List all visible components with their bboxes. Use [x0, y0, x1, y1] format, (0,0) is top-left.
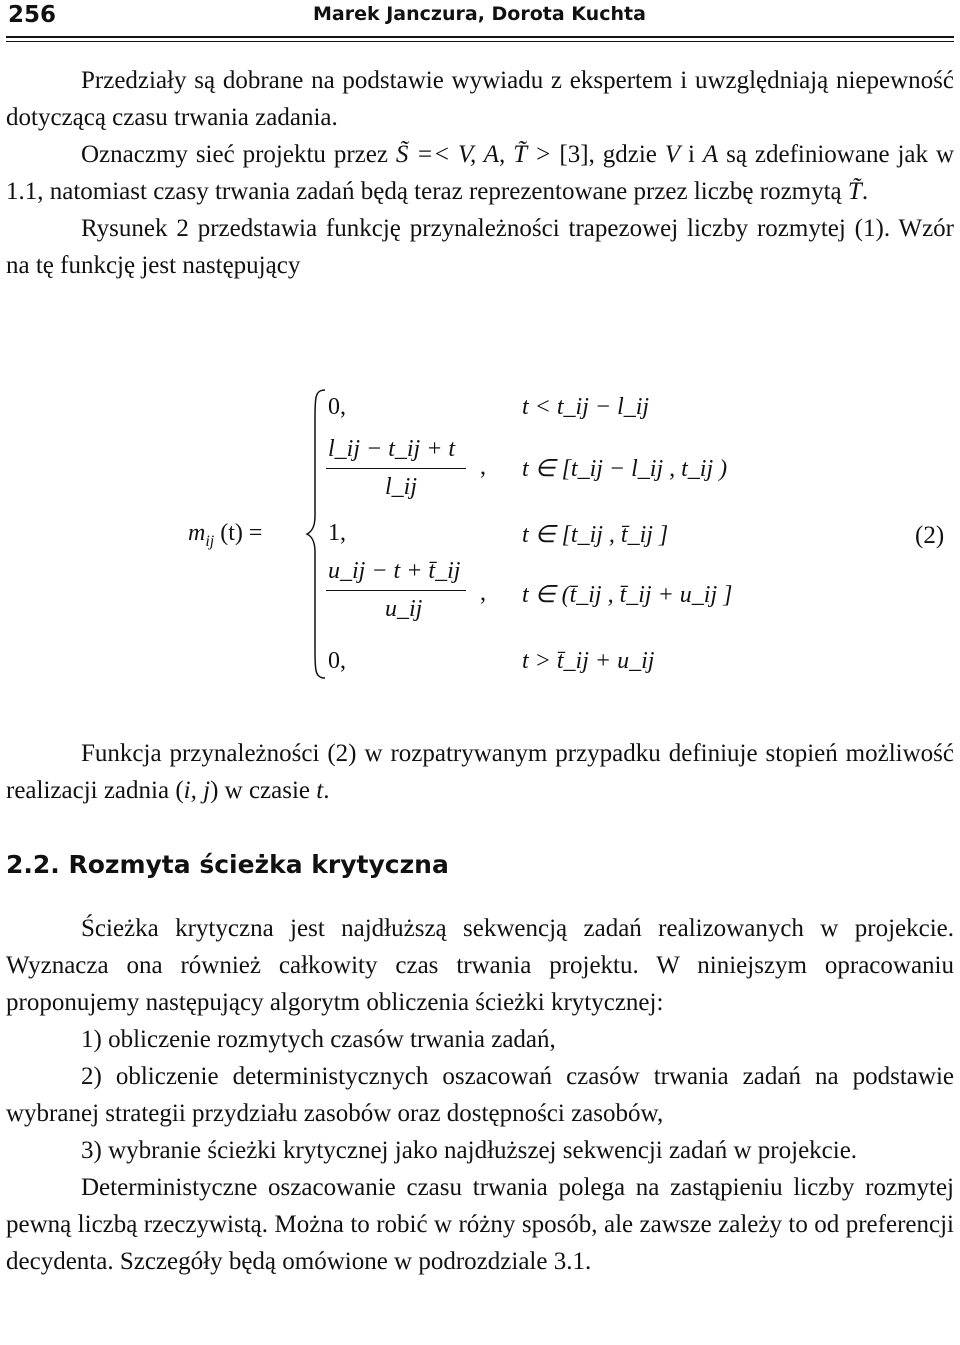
case3-condition: t ∈ [t_ij , t̄_ij ]	[522, 522, 669, 548]
comma: ,	[480, 580, 486, 606]
fraction-bar	[326, 468, 466, 469]
paragraph: Ścieżka krytyczna jest najdłuższą sekwencją zadań realizowanych w projekcie. Wyznacza ona również całkowity czas trwania projektu. W niniejszym opracowaniu proponujemy następujący algorytm obliczenia ścieżki krytycznej:	[6, 915, 954, 1016]
page-number: 256	[8, 2, 57, 28]
post-equation-text	[6, 735, 954, 809]
paragraph: Przedziały są dobrane na podstawie wywiadu z ekspertem i uwzględniają niepewność dotyczącą czasu trwania zadania.	[6, 67, 954, 131]
comma: ,	[480, 454, 486, 480]
equation-lhs: $m_{ij}$ (t) =	[188, 520, 263, 550]
section-heading: 2.2. Rozmyta ścieżka krytyczna	[6, 850, 449, 879]
case4-condition: t ∈ (t̄_ij , t̄_ij + u_ij ]	[522, 582, 733, 608]
case1-condition: t < t_ij − l_ij	[522, 394, 650, 420]
case5-value: 0,	[328, 648, 346, 674]
section-body	[6, 910, 954, 1280]
list-item: 3) wybranie ścieżki krytycznej jako najdłuższej sekwencji zadań w projekcie.	[81, 1137, 858, 1164]
membership-equation	[180, 380, 880, 700]
fraction-bar	[326, 590, 466, 591]
list-item: 1) obliczenie rozmytych czasów trwania zadań,	[81, 1026, 556, 1053]
equation-number: (2)	[915, 522, 945, 549]
header-rule	[6, 36, 954, 38]
network-formula: S̃ =< V, A, T̃ >	[395, 141, 552, 168]
case5-condition: t > t̄_ij + u_ij	[522, 648, 655, 674]
paragraph: Oznaczmy sieć projektu przez S̃ =< V, A, T̃ > [3], gdzie V i A są zdefiniowane jak w 1.1, natomiast czasy trwania zadań będą teraz reprezentowane przez liczbę rozmytą T̃.	[6, 141, 954, 205]
paragraph: Deterministyczne oszacowanie czasu trwania polega na zastąpieniu liczby rozmytej pewną liczbą rzeczywistą. Można to robić w różny sposób, ale zawsze zależy to od preferencji decydenta. Szczegóły będą omówione w podrozdziale 3.1.	[6, 1174, 954, 1275]
paragraph: Rysunek 2 przedstawia funkcję przynależności trapezowej liczby rozmytej (1). Wzór na tę funkcję jest następujący	[6, 215, 954, 279]
case3-value: 1,	[328, 520, 346, 546]
list-item: 2) obliczenie deterministycznych oszacowań czasów trwania zadań na podstawie wybranej strategii przydziału zasobów oraz dostępności zasobów,	[6, 1063, 954, 1127]
case1-value: 0,	[328, 394, 346, 420]
header-rule-thin	[6, 41, 954, 42]
case2-condition: t ∈ [t_ij − l_ij , t_ij )	[522, 456, 728, 482]
running-head-authors: Marek Janczura, Dorota Kuchta	[313, 3, 646, 25]
case2-denominator: l_ij	[385, 474, 418, 500]
intro-text	[6, 62, 954, 284]
case4-numerator: u_ij − t + t̄_ij	[328, 558, 461, 584]
case2-numerator: l_ij − t_ij + t	[328, 436, 456, 462]
page-header	[6, 0, 954, 34]
paragraph: Funkcja przynależności (2) w rozpatrywanym przypadku definiuje stopień możliwość realizacji zadnia (i, j) w czasie t.	[6, 740, 954, 804]
left-brace	[305, 388, 329, 680]
case4-denominator: u_ij	[385, 596, 423, 622]
